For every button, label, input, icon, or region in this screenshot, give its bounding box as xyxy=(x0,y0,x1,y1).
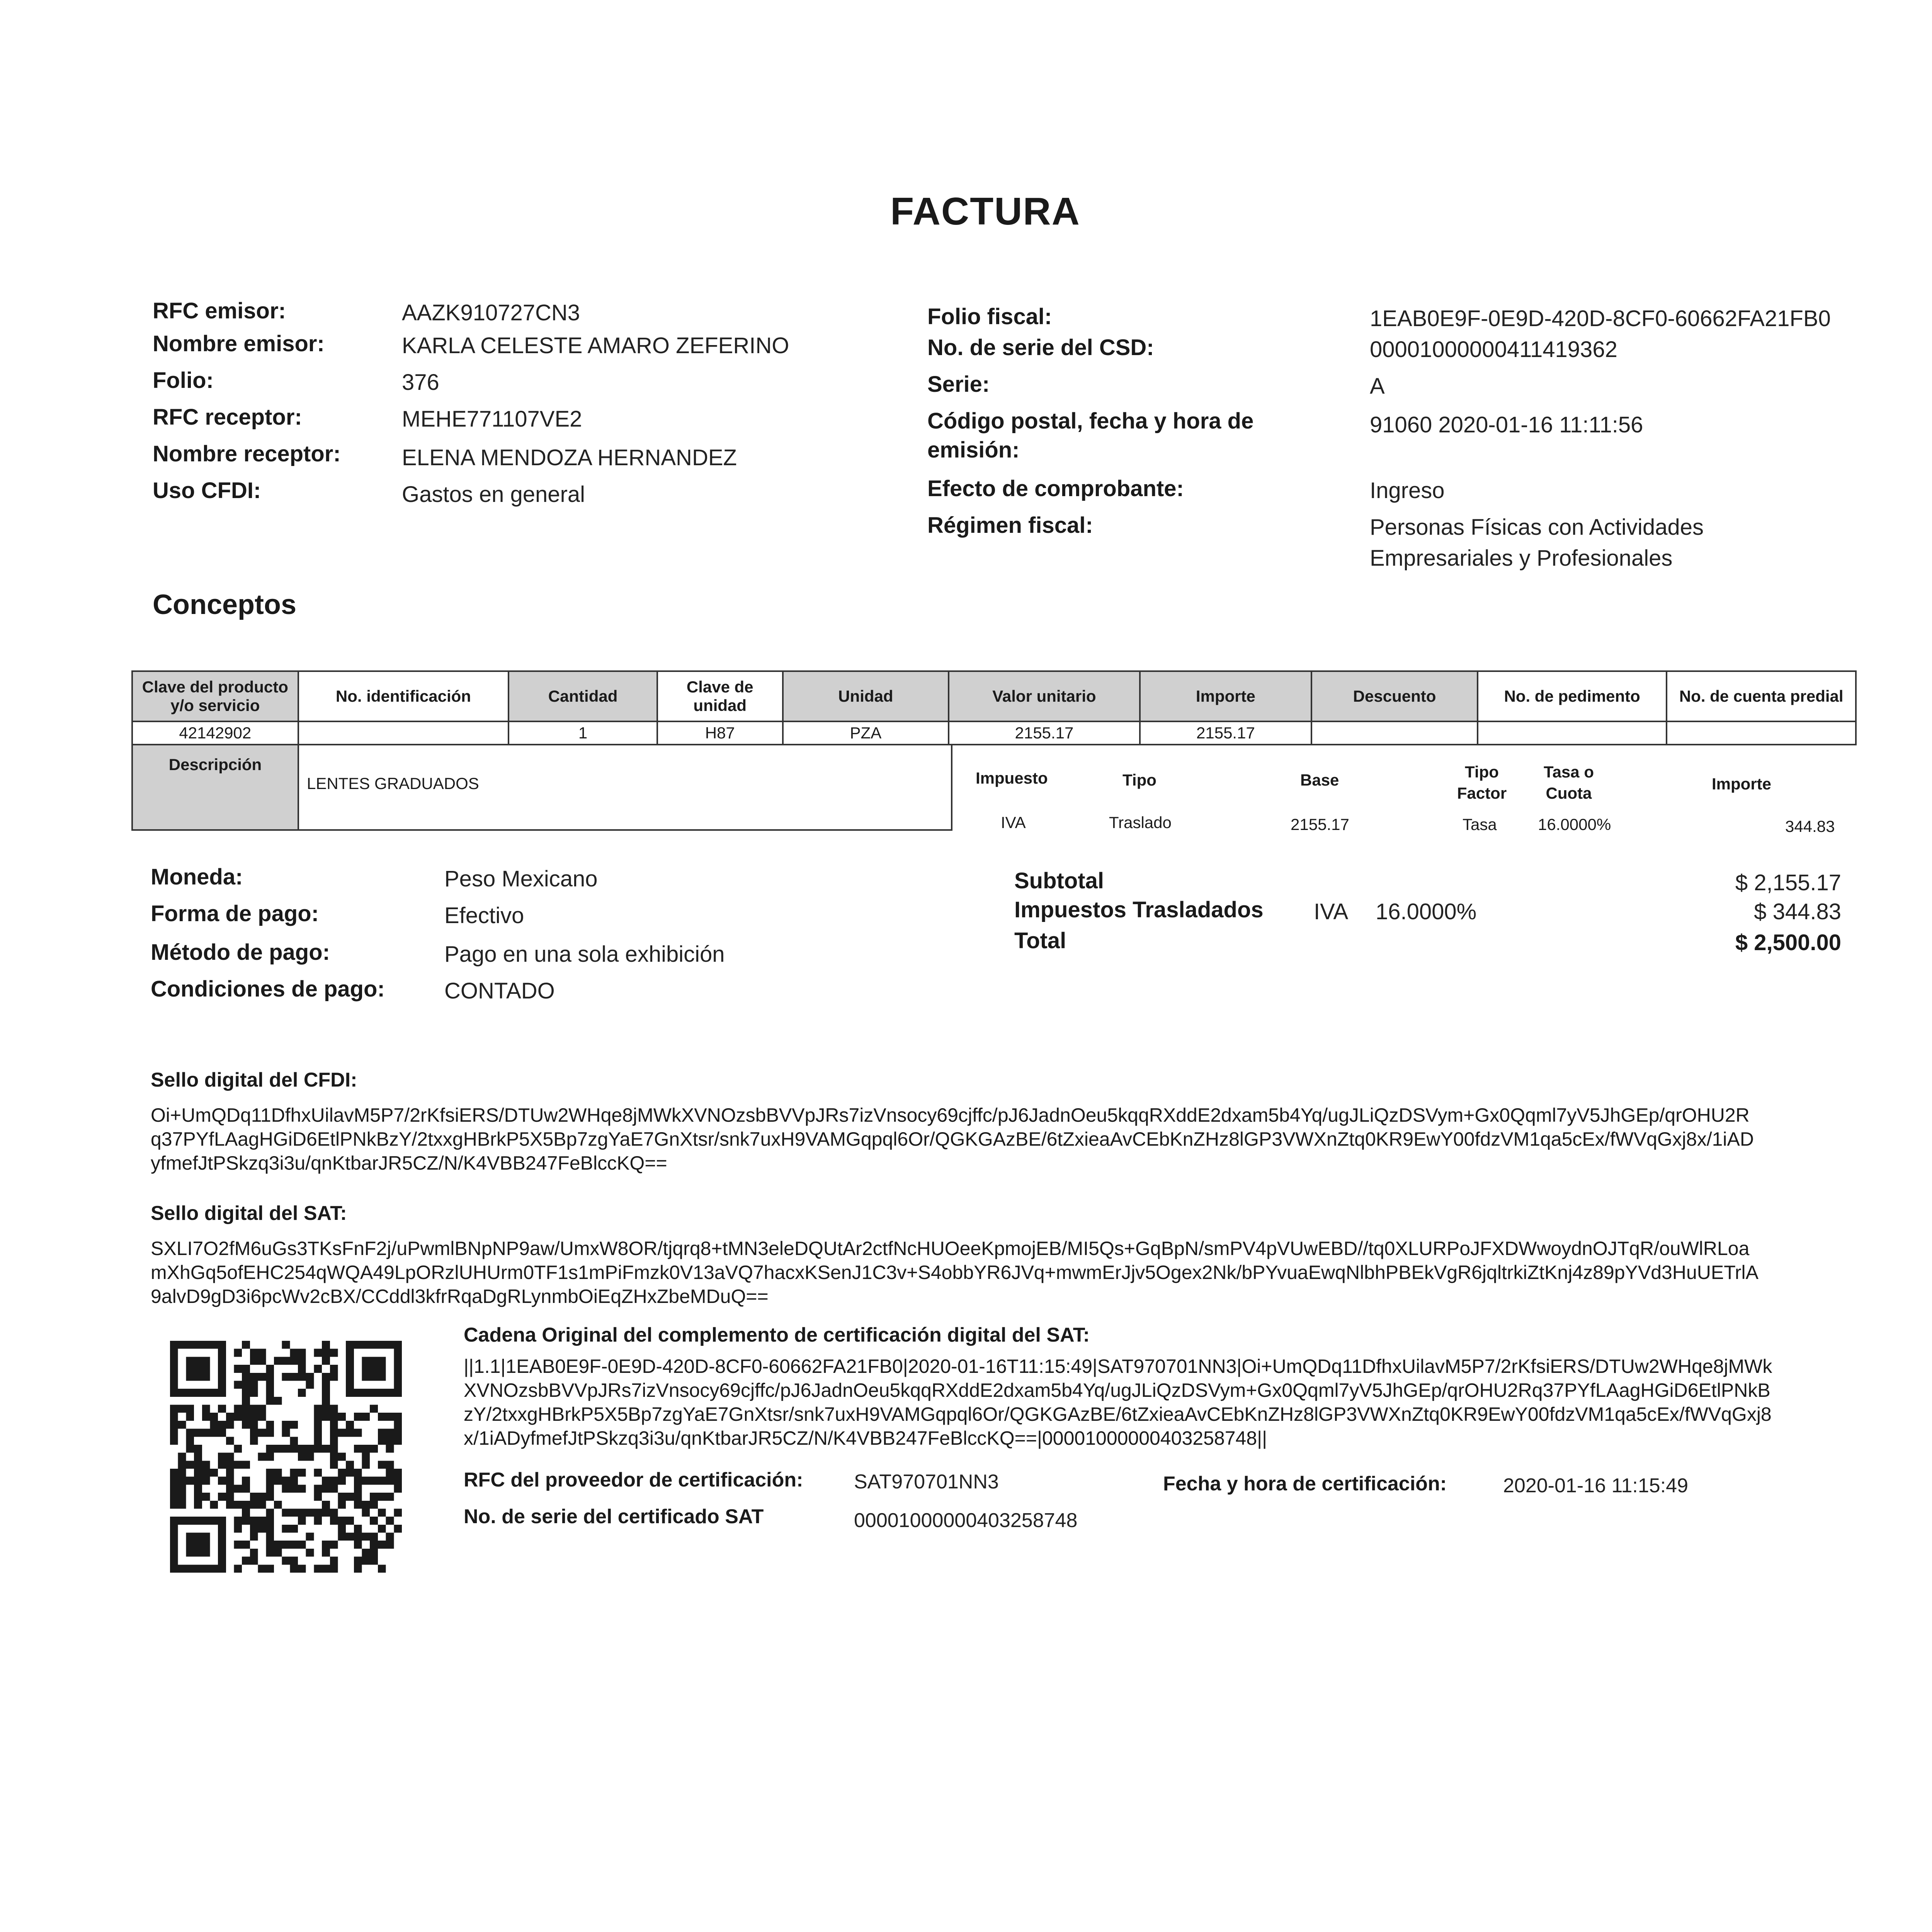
descripcion-box xyxy=(131,744,952,831)
imp-header-tasa xyxy=(1534,761,1604,804)
cell-importe: 2155.17 xyxy=(1140,721,1312,745)
imp-cell-impuesto: IVA xyxy=(1001,813,1026,832)
conceptos-header-row xyxy=(132,671,1856,721)
forma-pago-label: Forma de pago: xyxy=(151,901,319,926)
header-clave-line2: y/o servicio xyxy=(170,696,260,714)
regimen-value-line1: Personas Físicas con Actividades xyxy=(1370,515,1704,540)
descripcion-value: LENTES GRADUADOS xyxy=(307,774,479,793)
cell-no-pedimento xyxy=(1478,721,1667,745)
folio-label: Folio: xyxy=(153,368,214,393)
nombre-receptor-label: Nombre receptor: xyxy=(153,441,341,466)
efecto-label: Efecto de comprobante: xyxy=(927,476,1184,501)
header-clave-line1: Clave del producto xyxy=(142,678,288,696)
header-cantidad: Cantidad xyxy=(509,671,657,721)
nombre-emisor-label: Nombre emisor: xyxy=(153,331,325,356)
imp-header-tipo-factor xyxy=(1453,761,1511,804)
sello-cfdi-line: Oi+UmQDq11DfhxUilavM5P7/2rKfsiERS/DTUw2WHqe8jMWkXVNOzsbBVVpJRs7izVnsocy69cjffc/pJ6JadnOeu5kqqRXddE2dxam5b4Yq/ugJLiQzDSVym+Gx0Qqml7yV5JhGEp/qrOHU2R xyxy=(151,1104,1750,1126)
regimen-value-line2: Empresariales y Profesionales xyxy=(1370,546,1673,571)
rfc-emisor-label: RFC emisor: xyxy=(153,298,286,323)
imp-header-tipo-factor-line1: Tipo xyxy=(1465,763,1499,781)
sello-sat-label: Sello digital del SAT: xyxy=(151,1202,347,1225)
imp-cell-tipo-factor: Tasa xyxy=(1463,815,1497,833)
folio-fiscal-value: 1EAB0E9F-0E9D-420D-8CF0-60662FA21FB0 xyxy=(1370,306,1831,331)
imp-header-impuesto: Impuesto xyxy=(976,769,1048,787)
subtotal-label: Subtotal xyxy=(1014,868,1104,893)
fecha-certificacion-value: 2020-01-16 11:15:49 xyxy=(1503,1475,1688,1497)
rfc-proveedor-label: RFC del proveedor de certificación: xyxy=(464,1469,803,1491)
header-clave-producto xyxy=(132,671,298,721)
imp-cell-tasa: 16.0000% xyxy=(1538,815,1611,833)
rfc-emisor-value: AAZK910727CN3 xyxy=(402,300,580,325)
sello-sat-text xyxy=(151,1236,1859,1308)
rfc-receptor-value: MEHE771107VE2 xyxy=(402,406,582,432)
document-title: FACTURA xyxy=(890,190,1080,233)
impuestos-trasladados-label: Impuestos Trasladados xyxy=(1014,897,1264,922)
imp-header-tipo-factor-line2: Factor xyxy=(1457,784,1507,802)
moneda-value: Peso Mexicano xyxy=(444,866,598,891)
forma-pago-value: Efectivo xyxy=(444,903,524,928)
metodo-pago-label: Método de pago: xyxy=(151,940,330,965)
header-no-cuenta-predial: No. de cuenta predial xyxy=(1667,671,1856,721)
condiciones-pago-value: CONTADO xyxy=(444,978,555,1003)
nombre-receptor-value: ELENA MENDOZA HERNANDEZ xyxy=(402,445,737,470)
serie-csd-value: 00001000000411419362 xyxy=(1370,337,1617,362)
header-valor-unitario: Valor unitario xyxy=(949,671,1139,721)
fecha-certificacion-label: Fecha y hora de certificación: xyxy=(1163,1473,1447,1495)
imp-cell-base: 2155.17 xyxy=(1291,815,1349,833)
cell-descuento xyxy=(1311,721,1478,745)
imp-cell-importe: 344.83 xyxy=(1785,817,1835,835)
subtotal-value: $ 2,155.17 xyxy=(1735,870,1841,895)
cadena-line: zY/2txxgHBrkP5X5Bp7zgYaE7GnXtsr/snk7uxH9VAMGqpql6Or/QGKGAzBE/6tZxieaAvCEbKnZHz8lGP3VWXnZtq0KR9EwY00fdzVM1qa5cEx/fWVqGxj8 xyxy=(464,1403,1772,1425)
total-label: Total xyxy=(1014,928,1066,953)
qr-code xyxy=(170,1341,402,1573)
serie-csd-label: No. de serie del CSD: xyxy=(927,335,1154,360)
sello-cfdi-line: yfmefJtPSkzq3i3u/qnKtbarJR5CZ/N/K4VBB247FeBlccKQ== xyxy=(151,1152,667,1174)
cadena-line: x/1iADyfmefJtPSkzq3i3u/qnKtbarJR5CZ/N/K4VBB247FeBlccKQ==|00001000000403258748|| xyxy=(464,1427,1267,1449)
imp-cell-tipo: Traslado xyxy=(1109,813,1172,832)
header-unidad: Unidad xyxy=(783,671,949,721)
regimen-label: Régimen fiscal: xyxy=(927,513,1093,538)
sello-sat-line: SXLI7O2fM6uGs3TKsFnF2j/uPwmlBNpNP9aw/UmxW8OR/tjqrq8+tMN3eleDQUtAr2ctfNcHUOeeKpmojEB/MI5Qs+GqBpN/smPV4pVUwEBD//tq0XLURPoJFXDWwoydnOJTqR/ouWlRLoa xyxy=(151,1238,1750,1259)
header-clave-unidad xyxy=(657,671,783,721)
uso-cfdi-value: Gastos en general xyxy=(402,482,585,507)
header-no-pedimento: No. de pedimento xyxy=(1478,671,1667,721)
serie-label: Serie: xyxy=(927,372,990,397)
sello-cfdi-label: Sello digital del CFDI: xyxy=(151,1069,357,1091)
descripcion-label: Descripción xyxy=(133,745,299,829)
metodo-pago-value: Pago en una sola exhibición xyxy=(444,942,725,967)
cell-clave-unidad: H87 xyxy=(657,721,783,745)
cadena-line: XVNOzsbBVVpJRs7izVnsocy69cjffc/pJ6JadnOeu5kqqRXddE2dxam5b4Yq/ugJLiQzDSVym+Gx0Qqml7yV5JhGEp/qrOHU2Rq37PYfLAagHGiD6EtlPNkB xyxy=(464,1379,1770,1401)
conceptos-data-row xyxy=(132,721,1856,745)
moneda-label: Moneda: xyxy=(151,864,243,889)
cell-unidad: PZA xyxy=(783,721,949,745)
conceptos-title: Conceptos xyxy=(153,589,297,620)
header-no-identificacion: No. identificación xyxy=(298,671,509,721)
cell-cantidad: 1 xyxy=(509,721,657,745)
cadena-label: Cadena Original del complemento de certificación digital del SAT: xyxy=(464,1324,1090,1346)
rfc-proveedor-value: SAT970701NN3 xyxy=(854,1471,999,1493)
nombre-emisor-value: KARLA CELESTE AMARO ZEFERINO xyxy=(402,333,789,358)
folio-value: 376 xyxy=(402,370,439,395)
imp-header-base: Base xyxy=(1300,771,1339,789)
cadena-line: ||1.1|1EAB0E9F-0E9D-420D-8CF0-60662FA21FB0|2020-01-16T11:15:49|SAT970701NN3|Oi+UmQDq11DfhxUilavM5P7/2rKfsiERS/DTUw2WHqe8jMWk xyxy=(464,1355,1772,1377)
imp-header-tasa-line1: Tasa o xyxy=(1544,763,1594,781)
uso-cfdi-label: Uso CFDI: xyxy=(153,478,261,503)
header-clave-unidad-line1: Clave de xyxy=(686,678,753,696)
impuestos-tipo: IVA xyxy=(1314,899,1349,924)
header-importe: Importe xyxy=(1140,671,1312,721)
total-value: $ 2,500.00 xyxy=(1735,930,1841,955)
header-clave-unidad-line2: unidad xyxy=(693,696,747,714)
folio-fiscal-label: Folio fiscal: xyxy=(927,304,1052,329)
sello-sat-line: mXhGq5ofEHC254qWQA49LpORzlUHUrm0TF1s1mPiFmzk0V13aVQ7hacxKSenJ1C3v+S4obbYR6JVq+mwmErJjv5Ogex2Nk/bPYvuaEwqNlbhPBEkVgR6jqltrkiZtKnj4z89pYVd3HuUETrlA xyxy=(151,1262,1759,1283)
efecto-value: Ingreso xyxy=(1370,478,1445,503)
impuestos-value: $ 344.83 xyxy=(1754,899,1841,924)
cp-fecha-label-line2: emisión: xyxy=(927,437,1020,463)
header-descuento: Descuento xyxy=(1311,671,1478,721)
imp-header-importe: Importe xyxy=(1712,775,1772,793)
cell-valor-unitario: 2155.17 xyxy=(949,721,1139,745)
serie-value: A xyxy=(1370,374,1385,399)
serie-sat-label: No. de serie del certificado SAT xyxy=(464,1505,764,1528)
impuestos-tasa: 16.0000% xyxy=(1376,899,1477,924)
cp-fecha-label-line1: Código postal, fecha y hora de xyxy=(927,408,1254,434)
rfc-receptor-label: RFC receptor: xyxy=(153,405,302,430)
imp-header-tasa-line2: Cuota xyxy=(1546,784,1592,802)
cell-no-ident xyxy=(298,721,509,745)
sello-cfdi-line: q37PYfLAagHGiD6EtlPNkBzY/2txxgHBrkP5X5Bp7zgYaE7GnXtsr/snk7uxH9VAMGqpql6Or/QGKGAzBE/6tZxieaAvCEbKnZHz8lGP3VWXnZtq0KR9EwY00fdzVM1qa5cEx/fWVqGxj8x/1iAD xyxy=(151,1128,1754,1150)
sello-sat-line: 9alvD9gD3i6pcWv2cBX/CCddl3kfrRqaDgRLynmbOiEqZHxZbeMDuQ== xyxy=(151,1286,769,1307)
sello-cfdi-text xyxy=(151,1103,1859,1175)
cp-fecha-value: 91060 2020-01-16 11:11:56 xyxy=(1370,412,1643,437)
serie-sat-value: 00001000000403258748 xyxy=(854,1509,1078,1532)
condiciones-pago-label: Condiciones de pago: xyxy=(151,976,385,1002)
conceptos-table xyxy=(131,670,1857,745)
cell-clave: 42142902 xyxy=(132,721,298,745)
cell-no-cuenta xyxy=(1667,721,1856,745)
cadena-text xyxy=(464,1354,1855,1450)
imp-header-tipo: Tipo xyxy=(1122,771,1156,789)
